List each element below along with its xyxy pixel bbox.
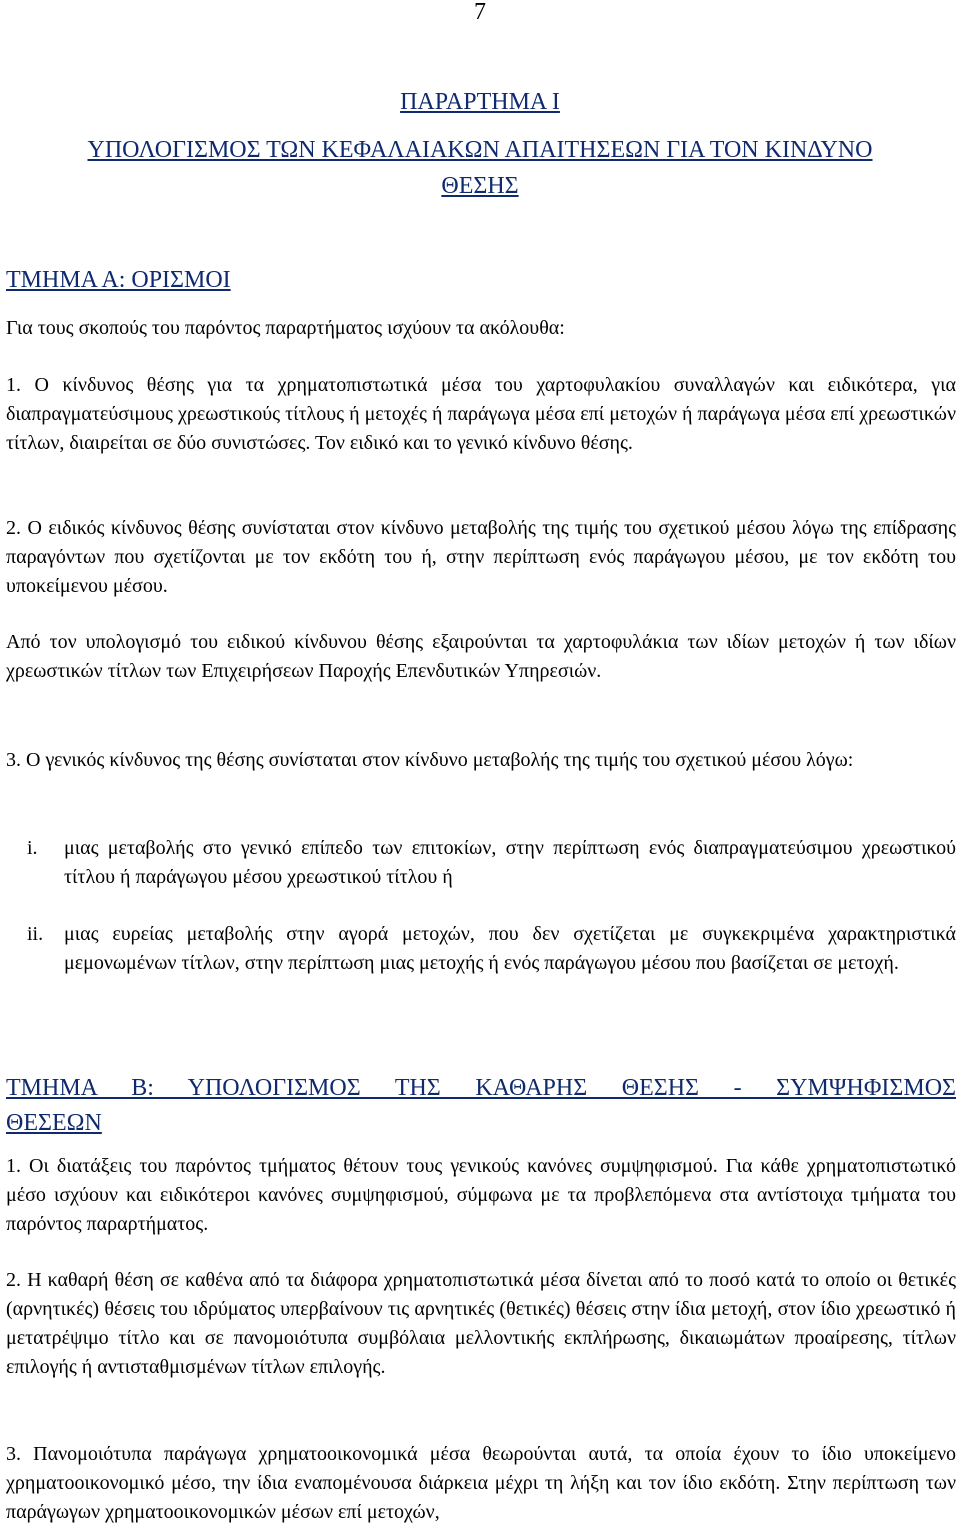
annex-subtitle-line1: ΥΠΟΛΟΓΙΣΜΟΣ ΤΩΝ ΚΕΦΑΛΑΙΑΚΩΝ ΑΠΑΙΤΗΣΕΩΝ ΓΙΑ ΤΟΝ ΚΙΝΔΥΝΟ — [87, 137, 873, 163]
section-a-paragraph-2b: Από τον υπολογισμό του ειδικού κίνδυνου θέσης εξαιρούνται τα χαρτοφυλάκια των ιδίων μετοχών ή των ιδίων χρεωστικών τίτλων των Επιχειρήσεων Παροχής Επενδυτικών Υπηρεσιών. — [6, 631, 956, 682]
list-item-ii — [27, 920, 956, 978]
section-b-title-line1: ΤΜΗΜΑ Β: ΥΠΟΛΟΓΙΣΜΟΣ ΤΗΣ ΚΑΘΑΡΗΣ ΘΕΣΗΣ - ΣΥΜΨΗΦΙΣΜΟΣ — [6, 1075, 956, 1101]
list-item-text: μιας ευρείας μεταβολής στην αγορά μετοχών, που δεν σχετίζεται με συγκεκριμένα χαρακτηριστικά μεμονωμένων τίτλων, στην περίπτωση μιας μετοχής ή ενός παράγωγου μέσου που βασίζεται σε μετοχή. — [64, 923, 956, 974]
list-item-text: μιας μεταβολής στο γενικό επίπεδο των επιτοκίων, στην περίπτωση ενός διαπραγματεύσιμου χρεωστικού τίτλου ή παράγωγου μέσου χρεωστικού τίτλου ή — [64, 837, 956, 888]
section-a-paragraph-3: 3. Ο γενικός κίνδυνος της θέσης συνίσταται στον κίνδυνο μεταβολής της τιμής του σχετικού μέσου λόγω: — [6, 749, 854, 771]
section-a-intro: Για τους σκοπούς του παρόντος παραρτήματος ισχύουν τα ακόλουθα: — [6, 317, 565, 339]
section-a-paragraph-2: 2. Ο ειδικός κίνδυνος θέσης συνίσταται στον κίνδυνο μεταβολής της τιμής του σχετικού μέσου λόγω της επίδρασης παραγόντων που σχετίζονται με τον εκδότη του ή, στην περίπτωση ενός παράγωγου μέσου, με τον εκδότη του υποκείμενου μέσου. — [6, 517, 956, 597]
list-marker: i. — [27, 837, 38, 859]
section-b-paragraph-2: 2. Η καθαρή θέση σε καθένα από τα διάφορα χρηματοπιστωτικά μέσα δίνεται από το ποσό κατά το οποίο οι θετικές (αρνητικές) θέσεις του ιδρύματος υπερβαίνουν τις αρνητικές (θετικές) θέσεις στην ίδια μετοχή, στον ίδιο χρεωστικό ή μετατρέψιμο τίτλο και σε πανομοιότυπα συμβόλαια μελλοντικής εκπλήρωσης, δικαιωμάτων προαίρεσης, τίτλων επιλογής ή αντισταθμισμένων τίτλων επιλογής. — [6, 1269, 956, 1378]
section-b-title-line2: ΘΕΣΕΩΝ — [6, 1110, 102, 1136]
annex-title: ΠΑΡΑΡΤΗΜΑ Ι — [400, 89, 560, 115]
section-b-paragraph-3: 3. Πανομοιότυπα παράγωγα χρηματοοικονομικά μέσα θεωρούνται αυτά, τα οποία έχουν το ίδιο υποκείμενο χρηματοοικονομικό μέσο, την ίδια εναπομένουσα διάρκεια μέχρι τη λήξη και τον ίδιο εκδότη. Στην περίπτωση των παράγωγων χρηματοοικονομικών μέσων επί μετοχών, — [6, 1443, 956, 1523]
list-marker: ii. — [27, 923, 44, 945]
section-a-paragraph-1: 1. Ο κίνδυνος θέσης για τα χρηματοπιστωτικά μέσα του χαρτοφυλακίου συναλλαγών και ειδικότερα, για διαπραγματεύσιμους χρεωστικούς τίτλους ή μετοχές ή παράγωγα μέσα επί μετοχών ή παράγωγα μέσα επί χρεωστικών τίτλων, διαιρείται σε δύο συνιστώσες. Τον ειδικό και το γενικό κίνδυνο θέσης. — [6, 374, 956, 454]
section-b-paragraph-1: 1. Οι διατάξεις του παρόντος τμήματος θέτουν τους γενικούς κανόνες συμψηφισμού. Για κάθε χρηματοπιστωτικό μέσο ισχύουν και ειδικότεροι κανόνες συμψηφισμού, σύμφωνα με τα προβλεπόμενα στα αντίστοιχα τμήματα του παρόντος παραρτήματος. — [6, 1155, 956, 1235]
section-a-title: ΤΜΗΜΑ Α: ΟΡΙΣΜΟΙ — [6, 267, 231, 293]
annex-subtitle-line2: ΘΕΣΗΣ — [441, 173, 519, 199]
page-number: 7 — [474, 0, 486, 25]
list-item-i — [27, 834, 956, 892]
